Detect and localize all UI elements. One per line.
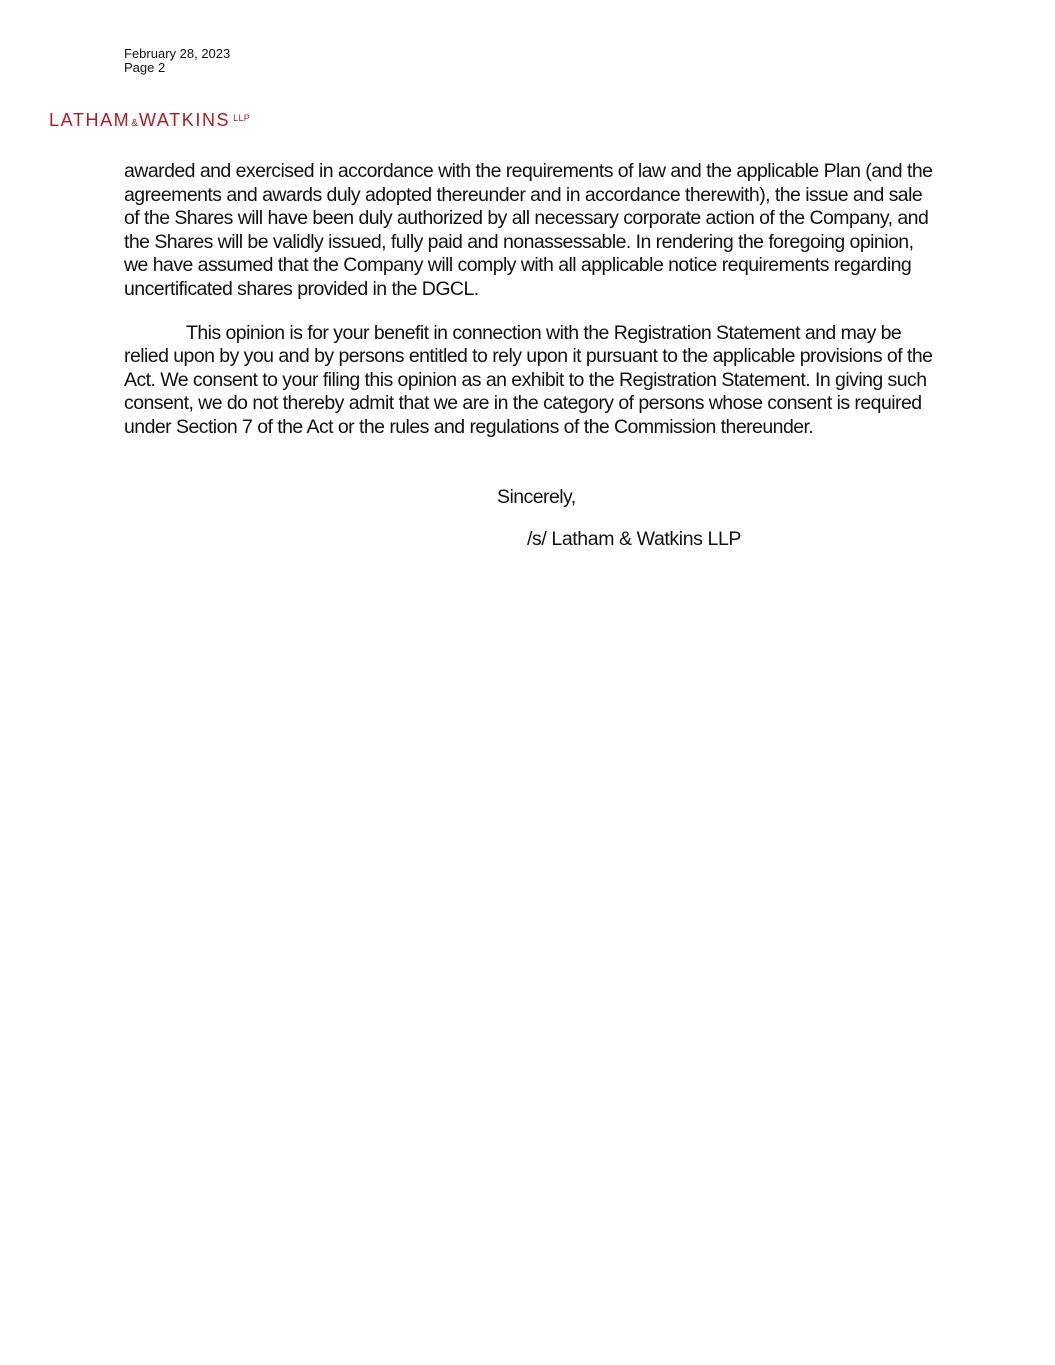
header-date: February 28, 2023 — [124, 46, 231, 61]
firm-logo — [49, 110, 250, 131]
body-paragraph-1: awarded and exercised in accordance with the requirements of law and the applicable Plan (and the agreements and awards duly adopted thereunder and in accordance therewith), the issue and sale of the Shares will have been duly authorized by all necessary corporate action of the Company, and the Shares will be validly issued, fully paid and nonassessable. In rendering the foregoing opinion, we have assumed that the Company will comply with all applicable notice requirements regarding uncertificated shares provided in the DGCL. — [124, 160, 933, 300]
logo-name-left: LATHAM — [49, 110, 131, 130]
closing-salutation: Sincerely, — [497, 486, 576, 508]
logo-ampersand: & — [131, 118, 138, 129]
page-header — [124, 47, 230, 75]
letter-body — [124, 160, 934, 440]
header-page-number: Page 2 — [124, 60, 166, 75]
logo-name-right: WATKINS — [138, 110, 231, 130]
body-paragraph-2: This opinion is for your benefit in connection with the Registration Statement and may be relied upon by you and by persons entitled to rely upon it pursuant to the applicable provisions of the Act. We consent to your filing this opinion as an exhibit to the Registration Statement. In giving such consent, we do not thereby admit that we are in the category of persons whose consent is required under Section 7 of the Act or the rules and regulations of the Commission thereunder. — [124, 321, 933, 438]
signature-line: /s/ Latham & Watkins LLP — [527, 528, 742, 550]
logo-suffix: LLP — [233, 113, 251, 123]
